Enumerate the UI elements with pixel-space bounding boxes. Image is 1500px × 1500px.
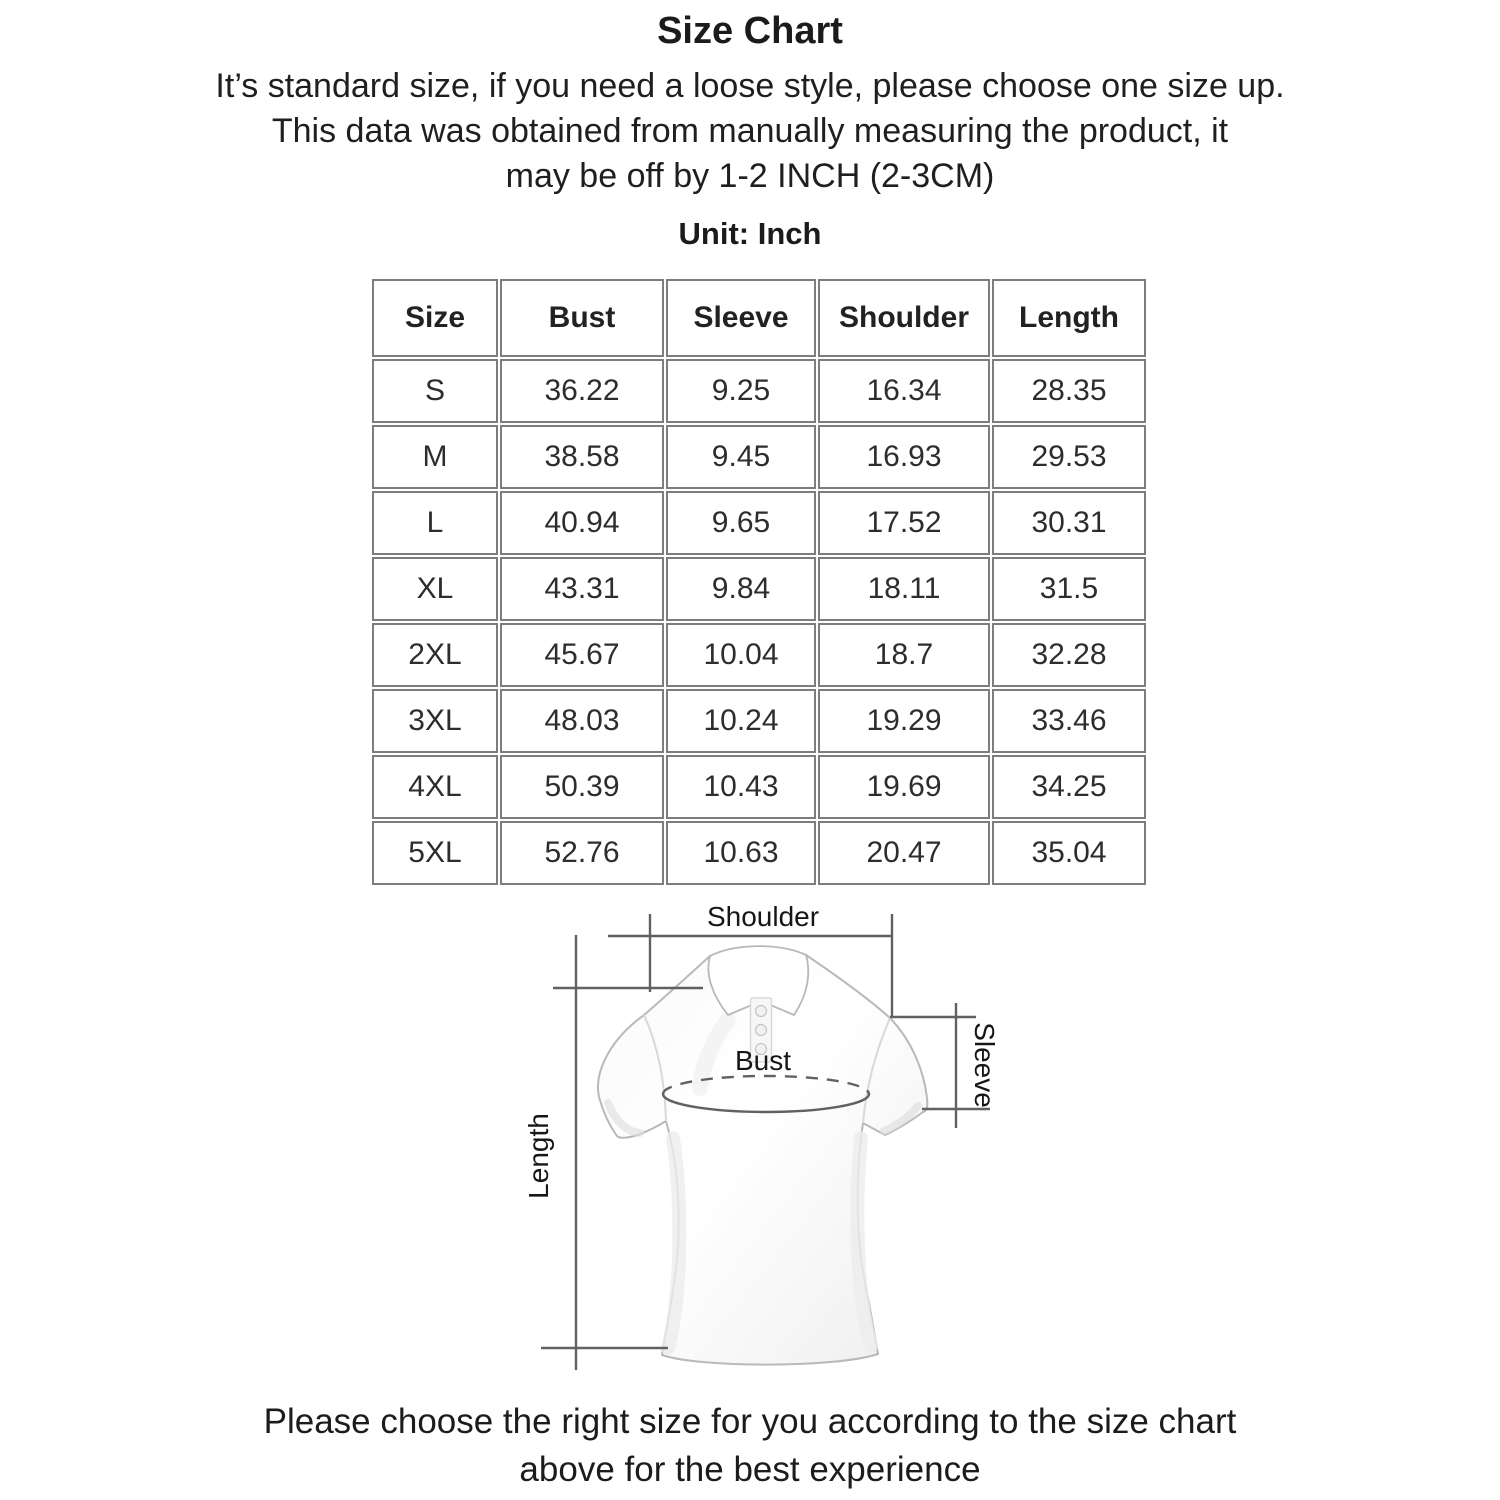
cell-sleeve: 9.45 — [666, 425, 816, 489]
cell-shoulder: 20.47 — [818, 821, 990, 885]
footer-note — [0, 1398, 1500, 1494]
disclaimer-line-2: This data was obtained from manually measuring the product, it — [271, 112, 1229, 150]
column-header-shoulder: Shoulder — [818, 279, 990, 357]
cell-sleeve: 10.24 — [666, 689, 816, 753]
cell-length: 34.25 — [992, 755, 1146, 819]
sleeve-label: Sleeve — [969, 1022, 1000, 1108]
disclaimer-line-3: may be off by 1-2 INCH (2-3CM) — [505, 157, 995, 195]
shoulder-label: Shoulder — [706, 901, 820, 932]
cell-bust: 43.31 — [500, 557, 664, 621]
cell-bust: 38.58 — [500, 425, 664, 489]
shirt-shading-left — [668, 1138, 679, 1348]
cell-shoulder: 19.69 — [818, 755, 990, 819]
size-disclaimer — [0, 64, 1500, 199]
cell-size: M — [372, 425, 498, 489]
cell-bust: 50.39 — [500, 755, 664, 819]
cell-shoulder: 19.29 — [818, 689, 990, 753]
cell-length: 35.04 — [992, 821, 1146, 885]
table-header-row — [372, 279, 1146, 357]
cell-sleeve: 9.84 — [666, 557, 816, 621]
footer-line-1: Please choose the right size for you according to the size chart — [263, 1402, 1237, 1441]
unit-label: Unit: Inch — [678, 216, 822, 251]
polo-shirt-measurement-diagram — [478, 878, 1038, 1408]
disclaimer-line-1: It’s standard size, if you need a loose style, please choose one size up. — [215, 67, 1285, 105]
cell-shoulder: 18.11 — [818, 557, 990, 621]
cell-bust: 36.22 — [500, 359, 664, 423]
cell-sleeve: 10.63 — [666, 821, 816, 885]
table-row — [372, 359, 1146, 423]
cell-length: 28.35 — [992, 359, 1146, 423]
column-header-length: Length — [992, 279, 1146, 357]
table-row — [372, 755, 1146, 819]
cell-shoulder: 16.34 — [818, 359, 990, 423]
footer-line-2: above for the best experience — [519, 1450, 981, 1489]
page-title: Size Chart — [657, 10, 843, 52]
cell-shoulder: 18.7 — [818, 623, 990, 687]
cell-sleeve: 9.25 — [666, 359, 816, 423]
column-header-bust: Bust — [500, 279, 664, 357]
shirt-shading-right — [857, 1138, 871, 1346]
size-chart-table — [370, 277, 1148, 887]
cell-shoulder: 17.52 — [818, 491, 990, 555]
button-icon — [756, 1025, 767, 1036]
cell-sleeve: 9.65 — [666, 491, 816, 555]
cell-bust: 45.67 — [500, 623, 664, 687]
cell-bust: 52.76 — [500, 821, 664, 885]
cell-length: 33.46 — [992, 689, 1146, 753]
cell-size: 3XL — [372, 689, 498, 753]
table-row — [372, 689, 1146, 753]
table-row — [372, 623, 1146, 687]
cell-size: XL — [372, 557, 498, 621]
cell-size: 2XL — [372, 623, 498, 687]
cell-bust: 48.03 — [500, 689, 664, 753]
bust-label: Bust — [734, 1045, 792, 1076]
length-label: Length — [523, 1113, 554, 1199]
cell-sleeve: 10.04 — [666, 623, 816, 687]
table-row — [372, 557, 1146, 621]
table-row — [372, 821, 1146, 885]
cell-shoulder: 16.93 — [818, 425, 990, 489]
cell-sleeve: 10.43 — [666, 755, 816, 819]
cell-size: 5XL — [372, 821, 498, 885]
button-icon — [756, 1006, 767, 1017]
cell-length: 32.28 — [992, 623, 1146, 687]
cell-length: 31.5 — [992, 557, 1146, 621]
cell-length: 30.31 — [992, 491, 1146, 555]
table-row — [372, 491, 1146, 555]
table-row — [372, 425, 1146, 489]
cell-size: S — [372, 359, 498, 423]
column-header-size: Size — [372, 279, 498, 357]
size-chart-table-wrap — [370, 277, 1136, 887]
column-header-sleeve: Sleeve — [666, 279, 816, 357]
cell-bust: 40.94 — [500, 491, 664, 555]
cell-length: 29.53 — [992, 425, 1146, 489]
cell-size: 4XL — [372, 755, 498, 819]
cell-size: L — [372, 491, 498, 555]
